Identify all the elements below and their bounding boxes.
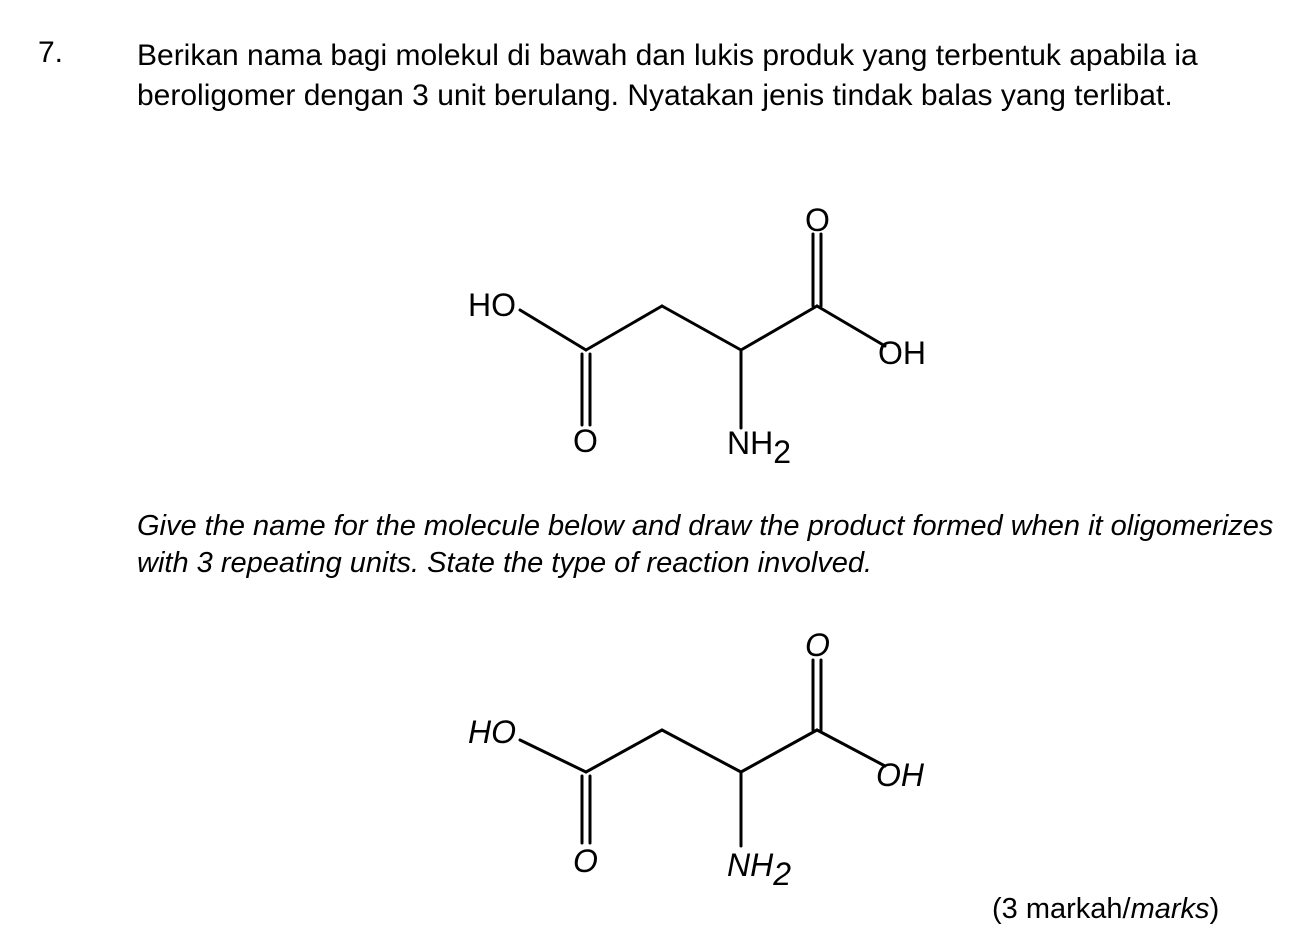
carbonyl-oxygen-label-top: O bbox=[805, 627, 830, 663]
marks-allocation: (3 markah/marks) bbox=[992, 893, 1220, 925]
carbonyl-oxygen-label-bottom: O bbox=[573, 423, 598, 459]
skeleton-bonds bbox=[520, 660, 885, 846]
question-number: 7. bbox=[38, 36, 64, 69]
hydroxyl-label-right: OH bbox=[878, 335, 926, 371]
amine-label: NH2 bbox=[727, 847, 792, 892]
hydroxyl-label-left: HO bbox=[468, 287, 516, 323]
question-text-malay: Berikan nama bagi molekul di bawah dan lukis produk yang terbentuk apabila ia beroligomer dengan 3 unit berulang. Nyatakan jenis tindak balas yang terlibat. bbox=[137, 39, 1198, 112]
hydroxyl-label-right: OH bbox=[876, 757, 924, 793]
amine-label: NH2 bbox=[727, 425, 792, 470]
hydroxyl-label-left: HO bbox=[468, 714, 516, 750]
carbonyl-oxygen-label-top: O bbox=[805, 202, 830, 238]
skeleton-bonds bbox=[520, 234, 885, 428]
question-text-english: Give the name for the molecule below and draw the product formed when it oligomerizes with 3 repeating units. State the type of reaction involved. bbox=[137, 510, 1274, 579]
molecule-structure-italic bbox=[0, 600, 1294, 900]
carbonyl-oxygen-label-bottom: O bbox=[573, 843, 598, 879]
molecule-structure-upright bbox=[0, 180, 1294, 480]
